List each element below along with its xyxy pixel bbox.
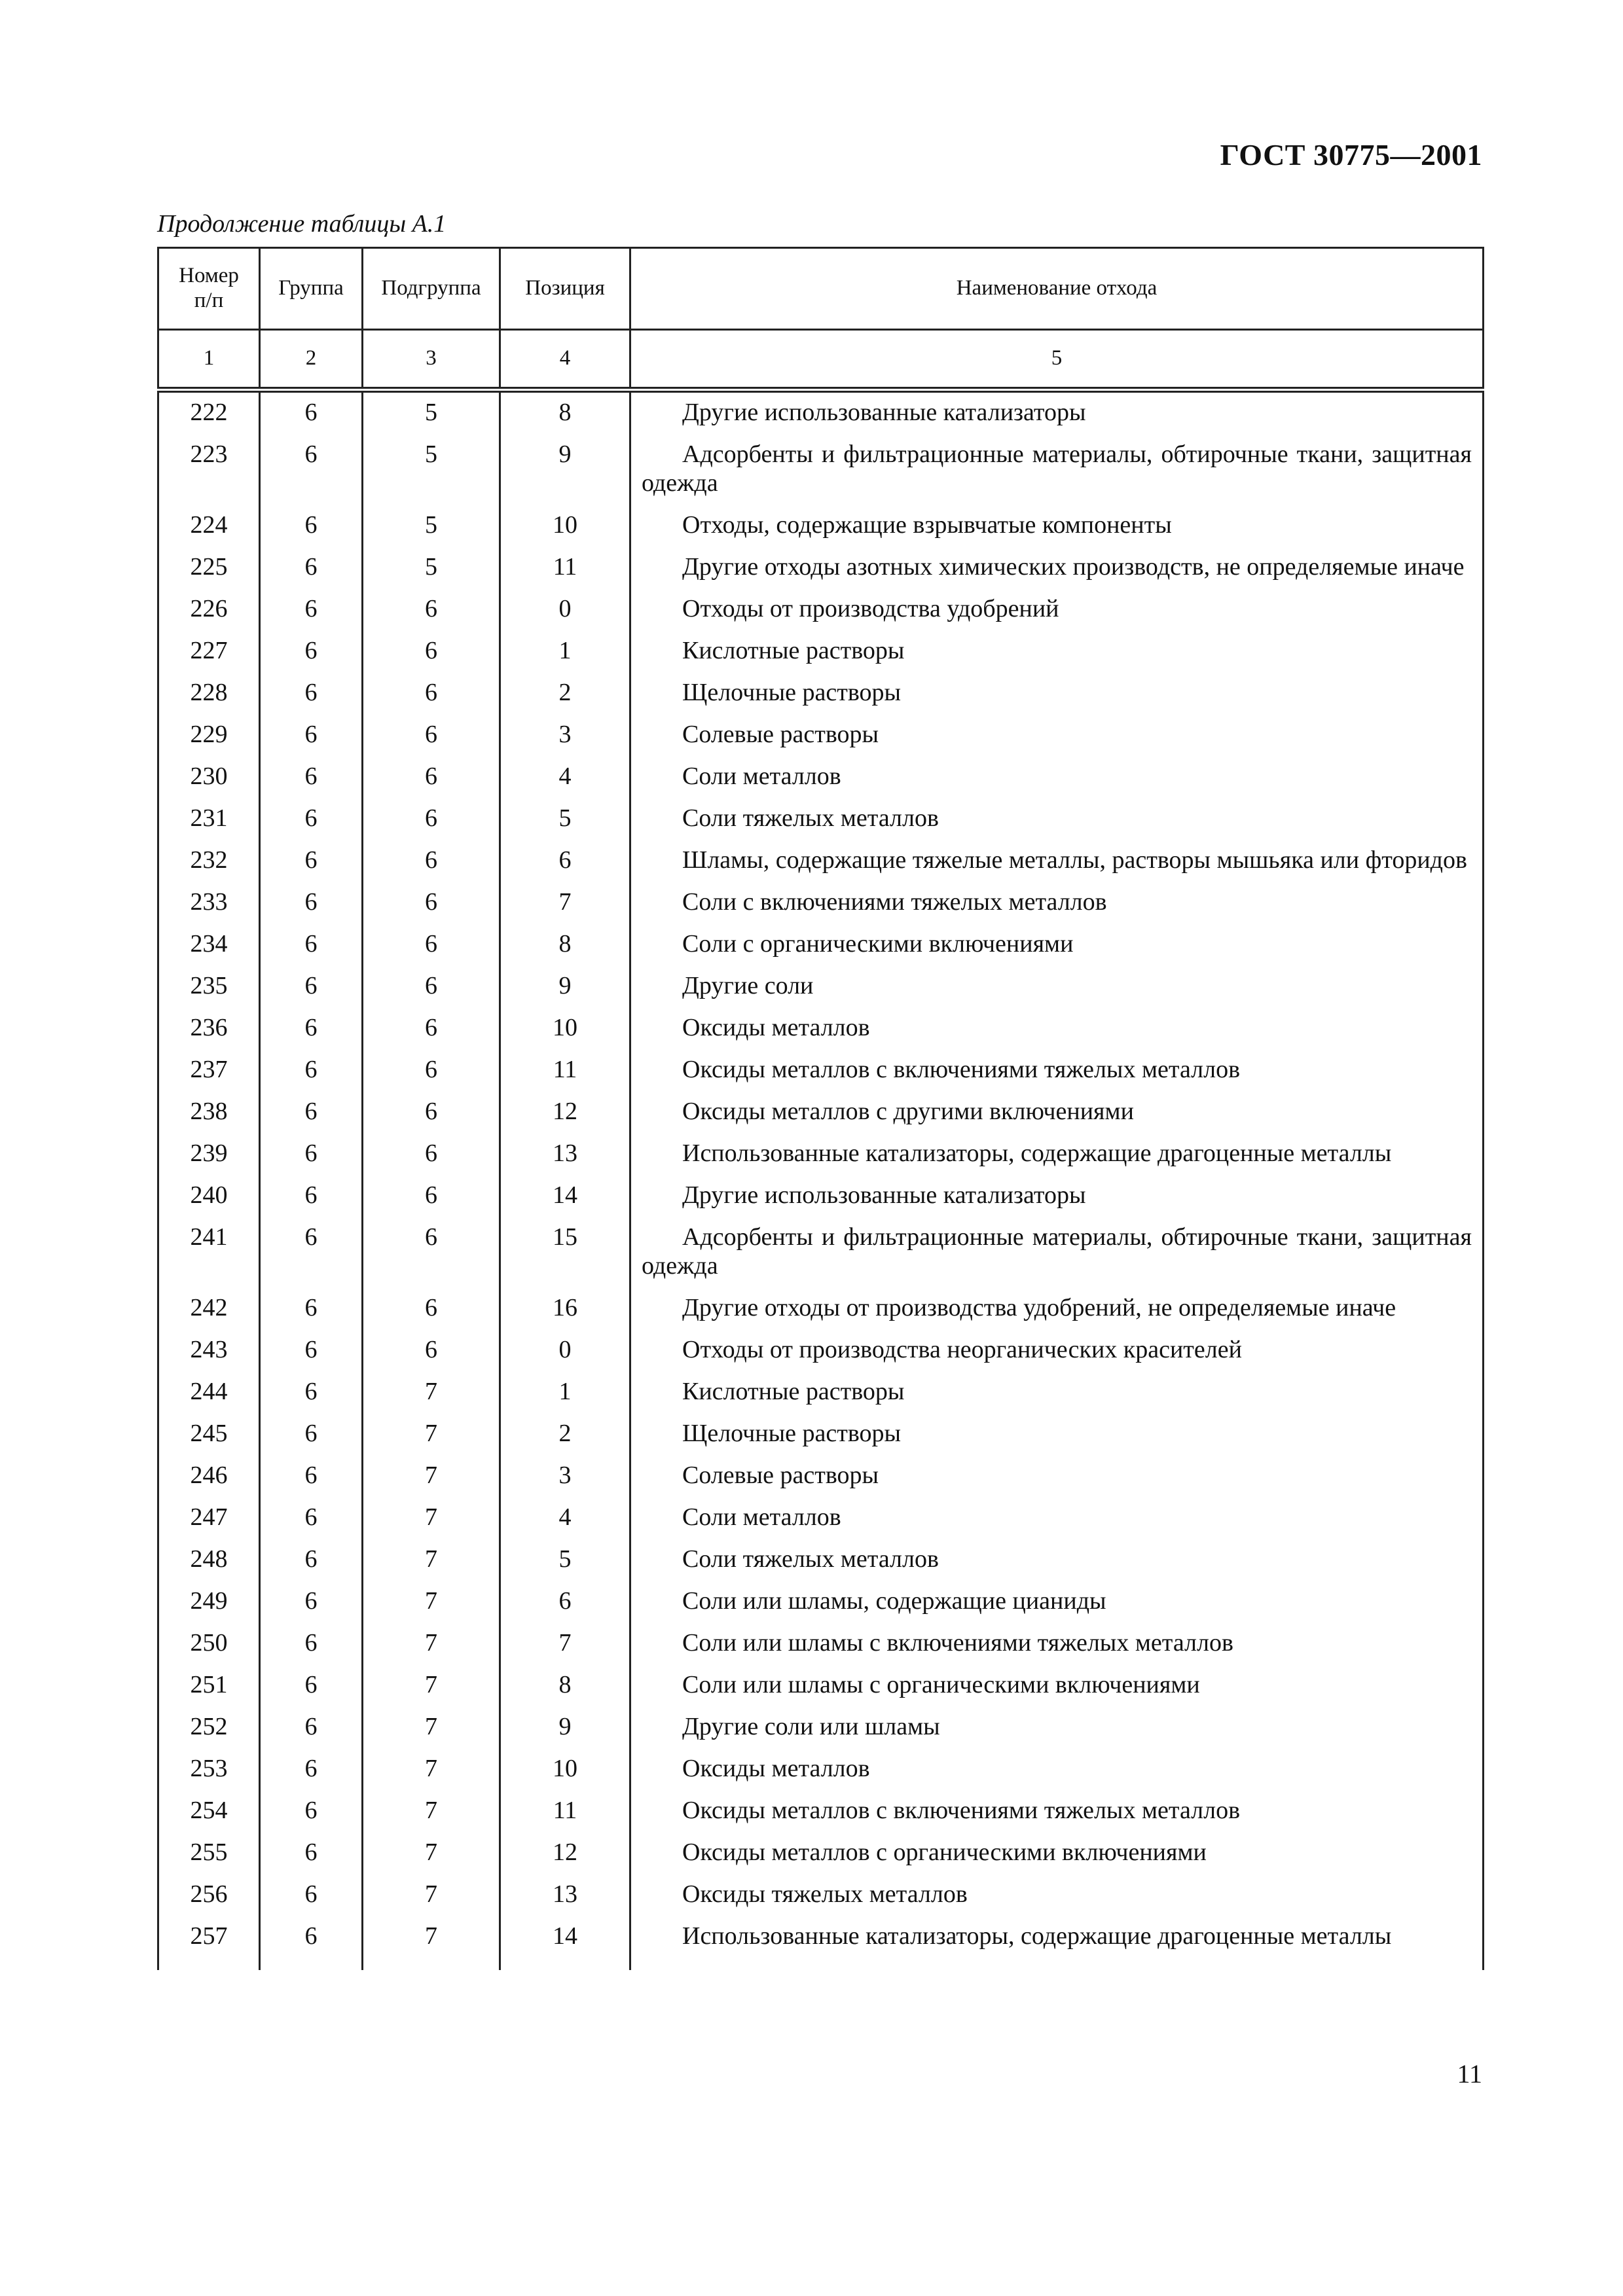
waste-table-container — [157, 247, 1482, 1970]
subgroup-cell: 6 — [363, 846, 500, 888]
position-cell: 0 — [500, 1335, 630, 1377]
header-group: Группа — [260, 248, 363, 330]
subgroup-cell: 6 — [363, 1293, 500, 1335]
position-cell: 15 — [500, 1223, 630, 1293]
table-row — [158, 440, 1484, 511]
waste-name-cell: Шламы, содержащие тяжелые металлы, растворы мышьяка или фторидов — [630, 846, 1484, 888]
row-number-cell: 232 — [158, 846, 260, 888]
table-row — [158, 511, 1484, 552]
group-cell: 6 — [260, 1922, 363, 1970]
header-number-line2: п/п — [194, 289, 224, 312]
position-cell: 14 — [500, 1922, 630, 1970]
waste-name-cell: Другие использованные катализаторы — [630, 1181, 1484, 1223]
row-number-cell: 227 — [158, 636, 260, 678]
table-row — [158, 1377, 1484, 1419]
page-number: 11 — [1457, 2059, 1482, 2089]
row-number-cell: 253 — [158, 1754, 260, 1796]
group-cell: 6 — [260, 1055, 363, 1097]
group-cell: 6 — [260, 1545, 363, 1587]
table-row — [158, 1838, 1484, 1880]
table-row — [158, 1223, 1484, 1293]
row-number-cell: 238 — [158, 1097, 260, 1139]
group-cell: 6 — [260, 1223, 363, 1293]
table-row — [158, 1587, 1484, 1628]
table-row — [158, 1754, 1484, 1796]
subgroup-cell: 6 — [363, 762, 500, 804]
group-cell: 6 — [260, 1419, 363, 1461]
table-row — [158, 678, 1484, 720]
table-row — [158, 1545, 1484, 1587]
column-number: 1 — [158, 330, 260, 390]
group-cell: 6 — [260, 1880, 363, 1922]
subgroup-cell: 6 — [363, 1097, 500, 1139]
position-cell: 0 — [500, 594, 630, 636]
subgroup-cell: 6 — [363, 1139, 500, 1181]
group-cell: 6 — [260, 1377, 363, 1419]
column-number-row — [158, 330, 1484, 390]
waste-name-cell: Щелочные растворы — [630, 1419, 1484, 1461]
row-number-cell: 242 — [158, 1293, 260, 1335]
position-cell: 13 — [500, 1880, 630, 1922]
row-number-cell: 249 — [158, 1587, 260, 1628]
waste-name-cell: Использованные катализаторы, содержащие драгоценные металлы — [630, 1922, 1484, 1970]
position-cell: 4 — [500, 1503, 630, 1545]
row-number-cell: 224 — [158, 511, 260, 552]
column-number: 3 — [363, 330, 500, 390]
position-cell: 11 — [500, 1055, 630, 1097]
position-cell: 1 — [500, 1377, 630, 1419]
header-number — [158, 248, 260, 330]
table-row — [158, 888, 1484, 929]
row-number-cell: 236 — [158, 1013, 260, 1055]
table-row — [158, 762, 1484, 804]
position-cell: 8 — [500, 929, 630, 971]
group-cell: 6 — [260, 1461, 363, 1503]
waste-name-cell: Щелочные растворы — [630, 678, 1484, 720]
subgroup-cell: 6 — [363, 636, 500, 678]
subgroup-cell: 7 — [363, 1545, 500, 1587]
subgroup-cell: 7 — [363, 1377, 500, 1419]
waste-name-cell: Отходы от производства удобрений — [630, 594, 1484, 636]
position-cell: 14 — [500, 1181, 630, 1223]
subgroup-cell: 7 — [363, 1461, 500, 1503]
subgroup-cell: 7 — [363, 1670, 500, 1712]
group-cell: 6 — [260, 511, 363, 552]
table-row — [158, 1461, 1484, 1503]
row-number-cell: 225 — [158, 552, 260, 594]
subgroup-cell: 6 — [363, 929, 500, 971]
header-position: Позиция — [500, 248, 630, 330]
waste-name-cell: Соли тяжелых металлов — [630, 1545, 1484, 1587]
group-cell: 6 — [260, 1838, 363, 1880]
group-cell: 6 — [260, 1796, 363, 1838]
position-cell: 10 — [500, 511, 630, 552]
subgroup-cell: 7 — [363, 1503, 500, 1545]
row-number-cell: 229 — [158, 720, 260, 762]
group-cell: 6 — [260, 1139, 363, 1181]
table-row — [158, 1293, 1484, 1335]
waste-name-cell: Использованные катализаторы, содержащие драгоценные металлы — [630, 1139, 1484, 1181]
group-cell: 6 — [260, 804, 363, 846]
position-cell: 12 — [500, 1838, 630, 1880]
subgroup-cell: 6 — [363, 720, 500, 762]
row-number-cell: 252 — [158, 1712, 260, 1754]
group-cell: 6 — [260, 678, 363, 720]
subgroup-cell: 6 — [363, 1013, 500, 1055]
table-row — [158, 636, 1484, 678]
column-number: 5 — [630, 330, 1484, 390]
subgroup-cell: 7 — [363, 1712, 500, 1754]
group-cell: 6 — [260, 1503, 363, 1545]
group-cell: 6 — [260, 1097, 363, 1139]
group-cell: 6 — [260, 971, 363, 1013]
row-number-cell: 246 — [158, 1461, 260, 1503]
group-cell: 6 — [260, 1587, 363, 1628]
table-row — [158, 594, 1484, 636]
waste-name-cell: Оксиды металлов с другими включениями — [630, 1097, 1484, 1139]
table-row — [158, 1335, 1484, 1377]
subgroup-cell: 6 — [363, 1335, 500, 1377]
row-number-cell: 237 — [158, 1055, 260, 1097]
position-cell: 3 — [500, 1461, 630, 1503]
group-cell: 6 — [260, 390, 363, 440]
waste-name-cell: Соли с включениями тяжелых металлов — [630, 888, 1484, 929]
group-cell: 6 — [260, 1013, 363, 1055]
position-cell: 6 — [500, 846, 630, 888]
table-row — [158, 1097, 1484, 1139]
subgroup-cell: 5 — [363, 390, 500, 440]
position-cell: 5 — [500, 804, 630, 846]
waste-name-cell: Кислотные растворы — [630, 636, 1484, 678]
position-cell: 9 — [500, 971, 630, 1013]
subgroup-cell: 5 — [363, 511, 500, 552]
subgroup-cell: 5 — [363, 552, 500, 594]
column-number: 4 — [500, 330, 630, 390]
waste-name-cell: Оксиды металлов с органическими включениями — [630, 1838, 1484, 1880]
row-number-cell: 240 — [158, 1181, 260, 1223]
table-row — [158, 552, 1484, 594]
subgroup-cell: 6 — [363, 971, 500, 1013]
position-cell: 4 — [500, 762, 630, 804]
waste-name-cell: Другие отходы от производства удобрений, не определяемые иначе — [630, 1293, 1484, 1335]
table-row — [158, 1419, 1484, 1461]
waste-name-cell: Оксиды металлов — [630, 1013, 1484, 1055]
waste-name-cell: Соли металлов — [630, 762, 1484, 804]
subgroup-cell: 7 — [363, 1880, 500, 1922]
position-cell: 2 — [500, 678, 630, 720]
table-row — [158, 1712, 1484, 1754]
waste-name-cell: Оксиды тяжелых металлов — [630, 1880, 1484, 1922]
subgroup-cell: 7 — [363, 1838, 500, 1880]
row-number-cell: 231 — [158, 804, 260, 846]
table-row — [158, 720, 1484, 762]
subgroup-cell: 6 — [363, 888, 500, 929]
subgroup-cell: 7 — [363, 1922, 500, 1970]
position-cell: 6 — [500, 1587, 630, 1628]
row-number-cell: 243 — [158, 1335, 260, 1377]
row-number-cell: 256 — [158, 1880, 260, 1922]
waste-name-cell: Отходы от производства неорганических красителей — [630, 1335, 1484, 1377]
waste-name-cell: Оксиды металлов с включениями тяжелых металлов — [630, 1796, 1484, 1838]
group-cell: 6 — [260, 888, 363, 929]
header-number-line1: Номер — [179, 264, 239, 288]
row-number-cell: 230 — [158, 762, 260, 804]
position-cell: 3 — [500, 720, 630, 762]
subgroup-cell: 7 — [363, 1796, 500, 1838]
row-number-cell: 234 — [158, 929, 260, 971]
row-number-cell: 239 — [158, 1139, 260, 1181]
table-row — [158, 1670, 1484, 1712]
row-number-cell: 254 — [158, 1796, 260, 1838]
position-cell: 2 — [500, 1419, 630, 1461]
waste-name-cell: Оксиды металлов с включениями тяжелых металлов — [630, 1055, 1484, 1097]
waste-name-cell: Солевые растворы — [630, 1461, 1484, 1503]
group-cell: 6 — [260, 929, 363, 971]
row-number-cell: 222 — [158, 390, 260, 440]
table-row — [158, 1013, 1484, 1055]
group-cell: 6 — [260, 636, 363, 678]
table-row — [158, 1880, 1484, 1922]
subgroup-cell: 7 — [363, 1419, 500, 1461]
group-cell: 6 — [260, 440, 363, 511]
table-row — [158, 1055, 1484, 1097]
waste-name-cell: Солевые растворы — [630, 720, 1484, 762]
row-number-cell: 228 — [158, 678, 260, 720]
position-cell: 8 — [500, 1670, 630, 1712]
position-cell: 13 — [500, 1139, 630, 1181]
row-number-cell: 233 — [158, 888, 260, 929]
position-cell: 11 — [500, 552, 630, 594]
table-row — [158, 1503, 1484, 1545]
position-cell: 7 — [500, 1628, 630, 1670]
group-cell: 6 — [260, 1754, 363, 1796]
waste-name-cell: Другие отходы азотных химических производств, не определяемые иначе — [630, 552, 1484, 594]
table-row — [158, 929, 1484, 971]
position-cell: 9 — [500, 1712, 630, 1754]
group-cell: 6 — [260, 552, 363, 594]
subgroup-cell: 6 — [363, 1055, 500, 1097]
table-row — [158, 846, 1484, 888]
group-cell: 6 — [260, 762, 363, 804]
group-cell: 6 — [260, 1293, 363, 1335]
subgroup-cell: 6 — [363, 594, 500, 636]
subgroup-cell: 7 — [363, 1628, 500, 1670]
column-number: 2 — [260, 330, 363, 390]
row-number-cell: 226 — [158, 594, 260, 636]
row-number-cell: 244 — [158, 1377, 260, 1419]
waste-name-cell: Другие соли — [630, 971, 1484, 1013]
group-cell: 6 — [260, 594, 363, 636]
table-caption: Продолжение таблицы А.1 — [157, 210, 447, 238]
waste-classification-table — [157, 247, 1484, 1970]
table-row — [158, 1796, 1484, 1838]
subgroup-cell: 7 — [363, 1587, 500, 1628]
waste-name-cell: Соли с органическими включениями — [630, 929, 1484, 971]
subgroup-cell: 6 — [363, 1181, 500, 1223]
table-row — [158, 1628, 1484, 1670]
group-cell: 6 — [260, 1335, 363, 1377]
waste-name-cell: Адсорбенты и фильтрационные материалы, обтирочные ткани, защитная одежда — [630, 1223, 1484, 1293]
subgroup-cell: 6 — [363, 678, 500, 720]
table-row — [158, 971, 1484, 1013]
header-subgroup: Подгруппа — [363, 248, 500, 330]
table-row — [158, 804, 1484, 846]
waste-name-cell: Адсорбенты и фильтрационные материалы, обтирочные ткани, защитная одежда — [630, 440, 1484, 511]
group-cell: 6 — [260, 1712, 363, 1754]
waste-name-cell: Другие использованные катализаторы — [630, 390, 1484, 440]
table-body — [158, 390, 1484, 1971]
waste-name-cell: Соли или шламы, содержащие цианиды — [630, 1587, 1484, 1628]
position-cell: 5 — [500, 1545, 630, 1587]
position-cell: 8 — [500, 390, 630, 440]
row-number-cell: 241 — [158, 1223, 260, 1293]
group-cell: 6 — [260, 1628, 363, 1670]
row-number-cell: 257 — [158, 1922, 260, 1970]
subgroup-cell: 6 — [363, 1223, 500, 1293]
waste-name-cell: Соли или шламы с включениями тяжелых металлов — [630, 1628, 1484, 1670]
position-cell: 10 — [500, 1013, 630, 1055]
waste-name-cell: Соли металлов — [630, 1503, 1484, 1545]
table-row — [158, 1139, 1484, 1181]
document-code: ГОСТ 30775—2001 — [1220, 138, 1482, 171]
waste-name-cell: Другие соли или шламы — [630, 1712, 1484, 1754]
position-cell: 7 — [500, 888, 630, 929]
row-number-cell: 223 — [158, 440, 260, 511]
table-row — [158, 1922, 1484, 1970]
waste-name-cell: Соли тяжелых металлов — [630, 804, 1484, 846]
position-cell: 1 — [500, 636, 630, 678]
table-row — [158, 1181, 1484, 1223]
subgroup-cell: 5 — [363, 440, 500, 511]
group-cell: 6 — [260, 1181, 363, 1223]
subgroup-cell: 7 — [363, 1754, 500, 1796]
subgroup-cell: 6 — [363, 804, 500, 846]
row-number-cell: 245 — [158, 1419, 260, 1461]
group-cell: 6 — [260, 846, 363, 888]
position-cell: 12 — [500, 1097, 630, 1139]
position-cell: 9 — [500, 440, 630, 511]
waste-name-cell: Кислотные растворы — [630, 1377, 1484, 1419]
header-waste-name: Наименование отхода — [630, 248, 1484, 330]
table-row — [158, 390, 1484, 440]
position-cell: 10 — [500, 1754, 630, 1796]
row-number-cell: 248 — [158, 1545, 260, 1587]
position-cell: 16 — [500, 1293, 630, 1335]
position-cell: 11 — [500, 1796, 630, 1838]
group-cell: 6 — [260, 1670, 363, 1712]
waste-name-cell: Отходы, содержащие взрывчатые компоненты — [630, 511, 1484, 552]
waste-name-cell: Оксиды металлов — [630, 1754, 1484, 1796]
table-header-row — [158, 248, 1484, 330]
row-number-cell: 235 — [158, 971, 260, 1013]
group-cell: 6 — [260, 720, 363, 762]
waste-name-cell: Соли или шламы с органическими включениями — [630, 1670, 1484, 1712]
row-number-cell: 255 — [158, 1838, 260, 1880]
row-number-cell: 251 — [158, 1670, 260, 1712]
row-number-cell: 250 — [158, 1628, 260, 1670]
row-number-cell: 247 — [158, 1503, 260, 1545]
